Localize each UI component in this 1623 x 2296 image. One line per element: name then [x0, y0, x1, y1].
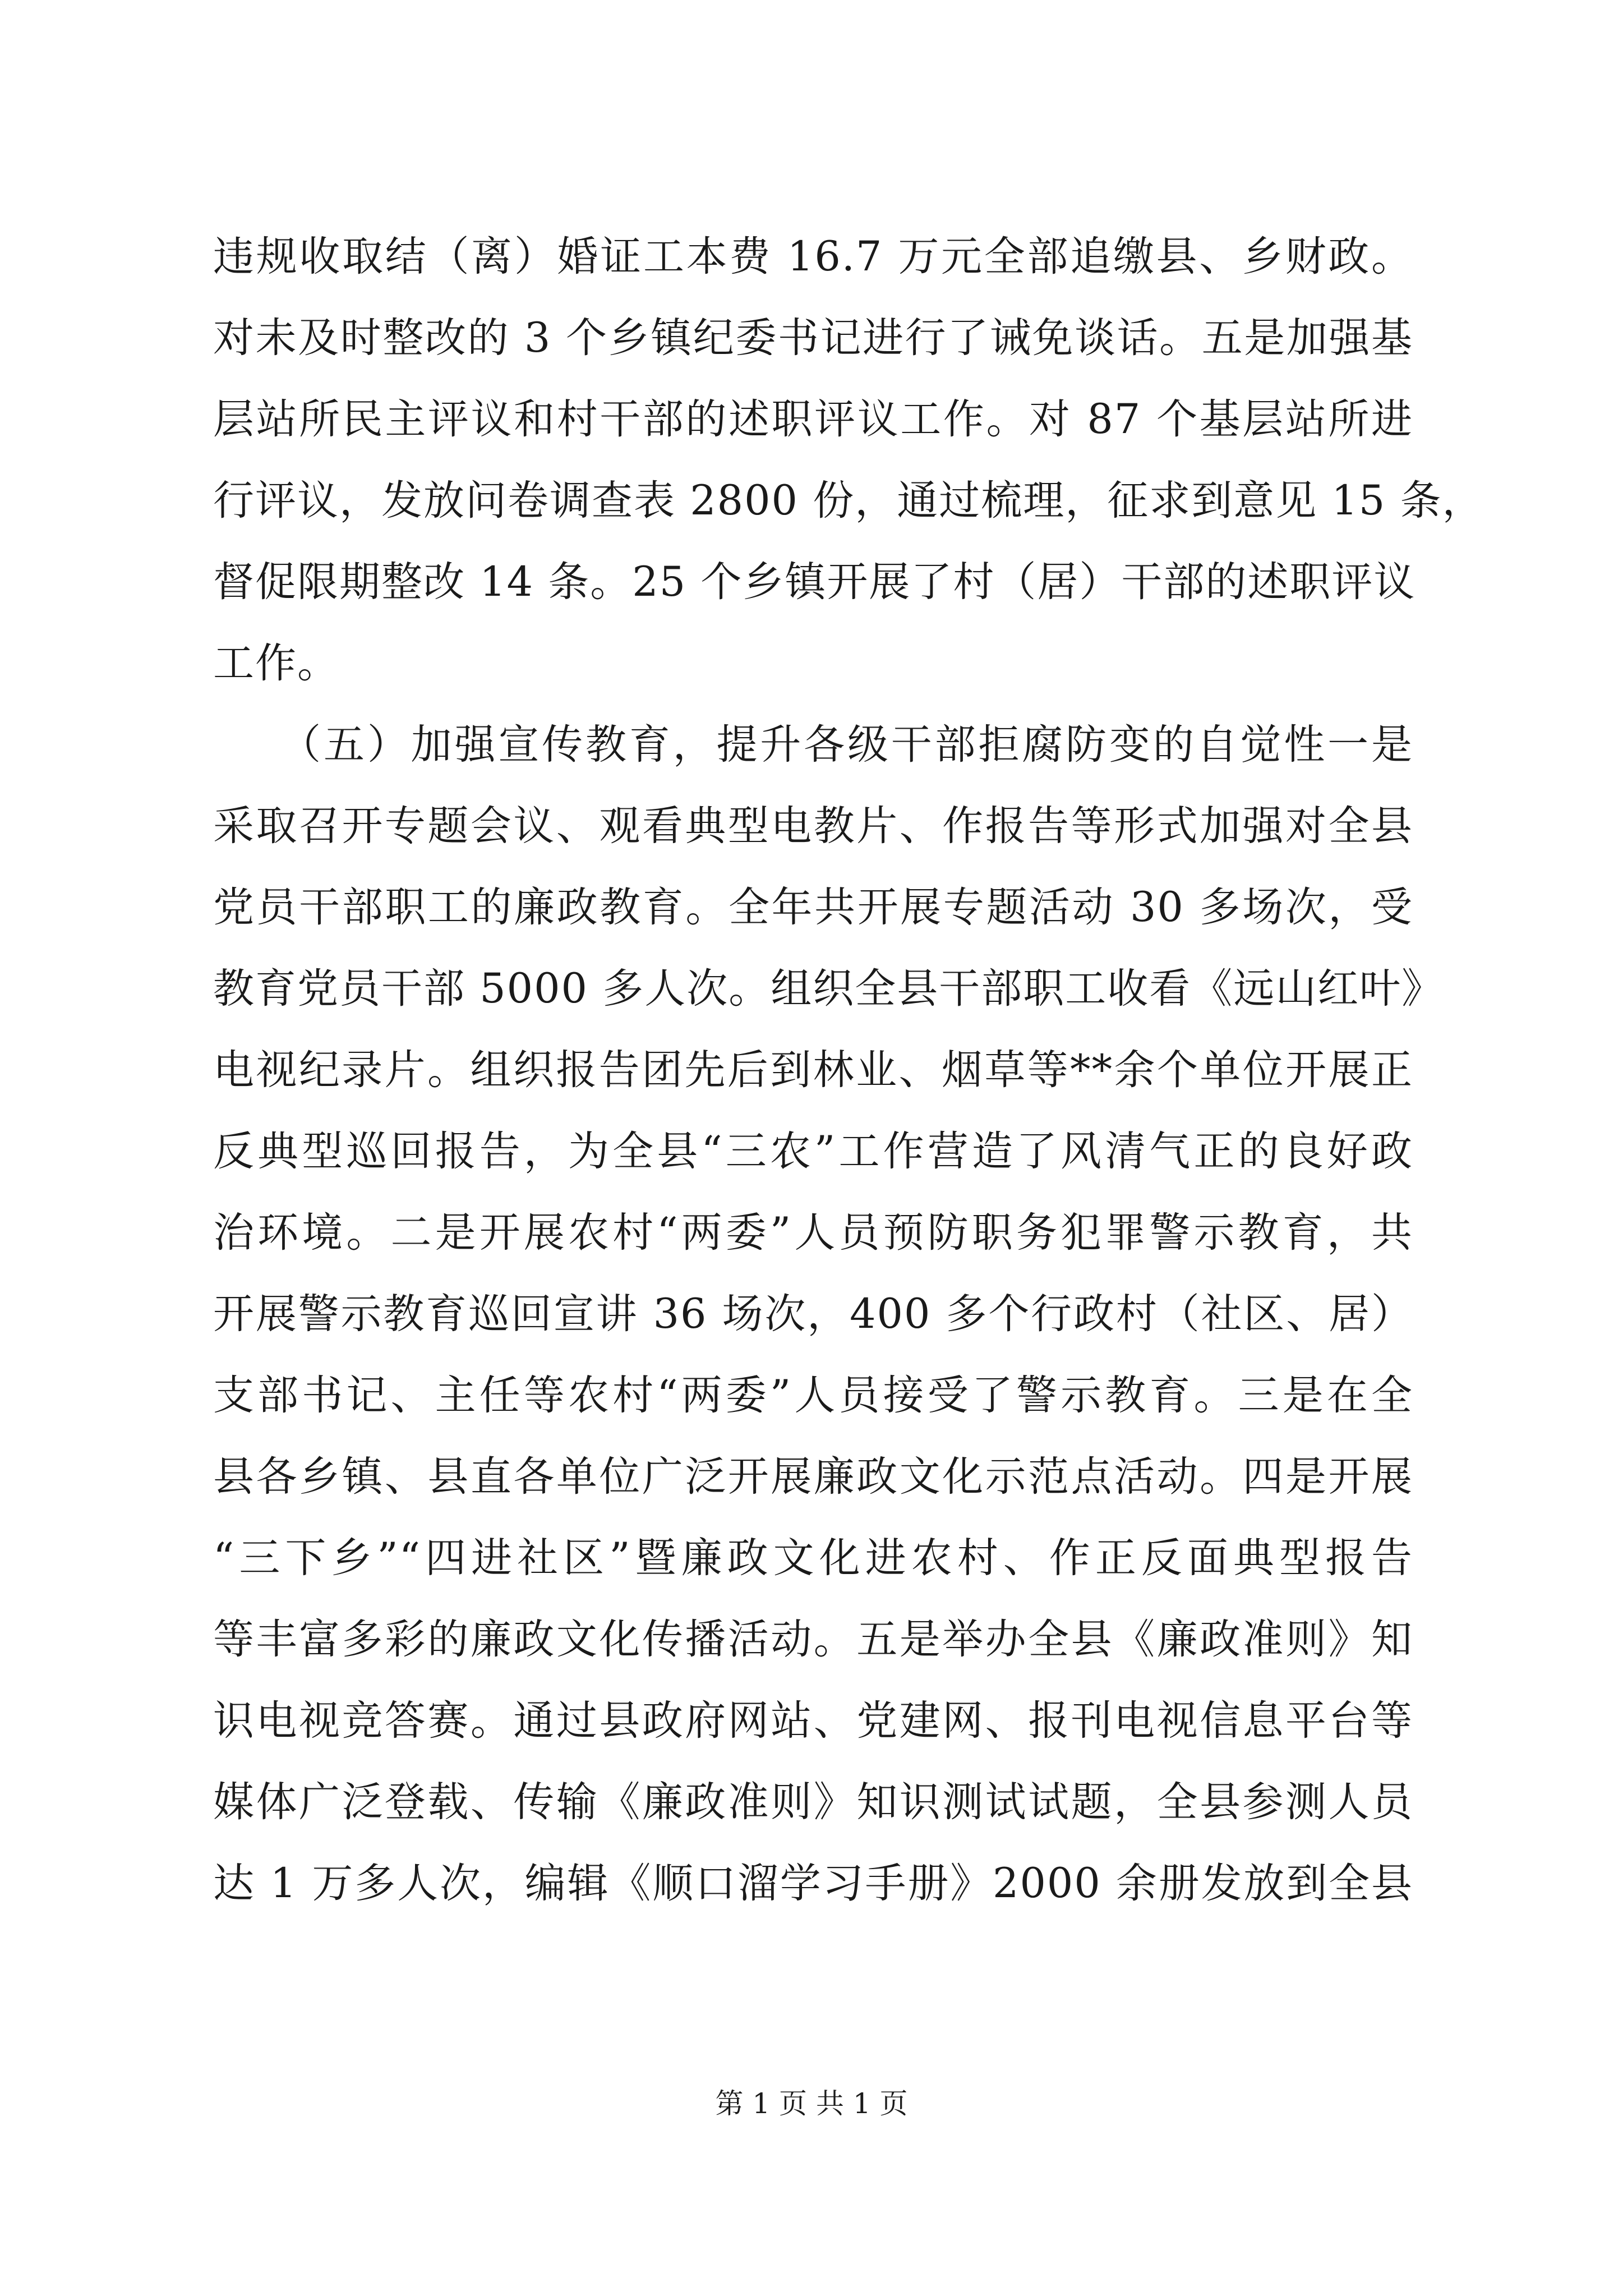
text-line: 达 1 万多人次，编辑《顺口溜学习手册》2000 余册发放到全县	[213, 1860, 1413, 1907]
text-line: 开展警示教育巡回宣讲 36 场次，400 多个行政村（社区、居）	[213, 1290, 1413, 1338]
text-line: 工作。	[213, 639, 339, 687]
text-line: 行评议，发放问卷调查表 2800 份，通过梳理，征求到意见 15 条，	[213, 477, 1484, 524]
text-line: 治环境。二是开展农村“两委”人员预防职务犯罪警示教育，共	[213, 1209, 1413, 1257]
text-line: 县各乡镇、县直各单位广泛开展廉政文化示范点活动。四是开展	[213, 1453, 1413, 1501]
text-line: 教育党员干部 5000 多人次。组织全县干部职工收看《远山红叶》	[213, 965, 1444, 1013]
section-heading-line: （五）加强宣传教育，提升各级干部拒腐防变的自觉性一是	[213, 721, 1413, 769]
text-line: “三下乡”“四进社区”暨廉政文化进农村、作正反面典型报告	[213, 1534, 1413, 1582]
text-line: 支部书记、主任等农村“两委”人员接受了警示教育。三是在全	[213, 1372, 1413, 1419]
page-footer: 第 1 页 共 1 页	[715, 2087, 908, 2120]
text-line: 违规收取结（离）婚证工本费 16.7 万元全部追缴县、乡财政。	[213, 233, 1413, 280]
text-line: 等丰富多彩的廉政文化传播活动。五是举办全县《廉政准则》知	[213, 1616, 1413, 1663]
text-line: 层站所民主评议和村干部的述职评议工作。对 87 个基层站所进	[213, 395, 1413, 443]
text-line: 反典型巡回报告，为全县“三农”工作营造了风清气正的良好政	[213, 1128, 1413, 1175]
text-line: 党员干部职工的廉政教育。全年共开展专题活动 30 多场次，受	[213, 884, 1413, 931]
text-line: 对未及时整改的 3 个乡镇纪委书记进行了诫免谈话。五是加强基	[213, 314, 1413, 362]
text-line: 媒体广泛登载、传输《廉政准则》知识测试试题，全县参测人员	[213, 1778, 1413, 1826]
text-line: 识电视竞答赛。通过县政府网站、党建网、报刊电视信息平台等	[213, 1697, 1413, 1745]
text-line: 督促限期整改 14 条。25 个乡镇开展了村（居）干部的述职评议	[213, 558, 1416, 606]
text-line: 电视纪录片。组织报告团先后到林业、烟草等**余个单位开展正	[213, 1046, 1413, 1094]
text-line: 采取召开专题会议、观看典型电教片、作报告等形式加强对全县	[213, 802, 1413, 850]
body-text	[213, 216, 1484, 1924]
